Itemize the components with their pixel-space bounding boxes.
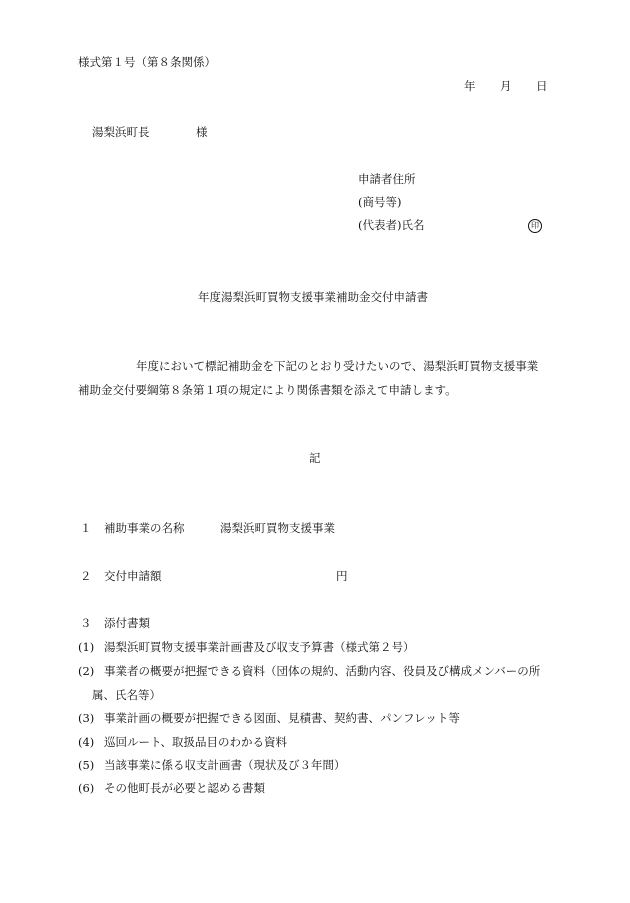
document-title: 年度湯梨浜町買物支援事業補助金交付申請書 xyxy=(198,290,428,304)
addressee-name: 湯梨浜町長 xyxy=(92,125,150,139)
attachment-5-num: (5) xyxy=(78,758,95,772)
item-2-value: 円 xyxy=(336,569,348,583)
attachment-6-num: (6) xyxy=(78,781,95,795)
date-month: 月 xyxy=(500,79,512,93)
body-line-2: 補助金交付要綱第８条第１項の規定により関係書類を添えて申請します。 xyxy=(78,383,457,397)
attachment-1-num: (1) xyxy=(78,640,95,654)
attachment-2-num: (2) xyxy=(78,664,95,678)
attachment-4-num: (4) xyxy=(78,735,95,749)
attachment-4-text: 巡回ルート、取扱品目のわかる資料 xyxy=(104,735,287,749)
attachment-3-num: (3) xyxy=(78,711,95,725)
attachment-2-text: 事業者の概要が把握できる資料（団体の規約、活動内容、役員及び構成メンバーの所 xyxy=(104,664,541,678)
addressee-honorific: 様 xyxy=(196,125,208,139)
date-day: 日 xyxy=(536,79,548,93)
seal-mark-icon: 印 xyxy=(528,219,542,233)
attachment-3-text: 事業計画の概要が把握できる図面、見積書、契約書、パンフレット等 xyxy=(104,711,460,725)
item-1-value: 湯梨浜町買物支援事業 xyxy=(220,521,335,535)
item-2-num: ２ xyxy=(80,569,92,583)
item-3-num: ３ xyxy=(80,616,92,630)
applicant-address-label: 申請者住所 xyxy=(358,172,416,186)
attachment-5-text: 当該事業に係る収支計画書（現状及び３年間） xyxy=(104,758,346,772)
form-number: 様式第１号（第８条関係） xyxy=(78,55,216,69)
attachment-2-text-cont: 属、氏名等） xyxy=(92,688,161,702)
attachment-6-text: その他町長が必要と認める書類 xyxy=(104,781,265,795)
date-year: 年 xyxy=(464,79,476,93)
item-1-num: １ xyxy=(80,521,92,535)
applicant-company-label: (商号等) xyxy=(358,195,402,209)
body-line-1: 年度において標記補助金を下記のとおり受けたいので、湯梨浜町買物支援事業 xyxy=(136,359,539,373)
item-2-label: 交付申請額 xyxy=(104,569,162,583)
item-3-label: 添付書類 xyxy=(104,616,150,630)
applicant-name-label: (代表者)氏名 xyxy=(358,218,425,232)
item-1-label: 補助事業の名称 xyxy=(104,521,185,535)
ki-heading: 記 xyxy=(309,451,321,465)
attachment-1-text: 湯梨浜町買物支援事業計画書及び収支予算書（様式第２号） xyxy=(104,640,415,654)
